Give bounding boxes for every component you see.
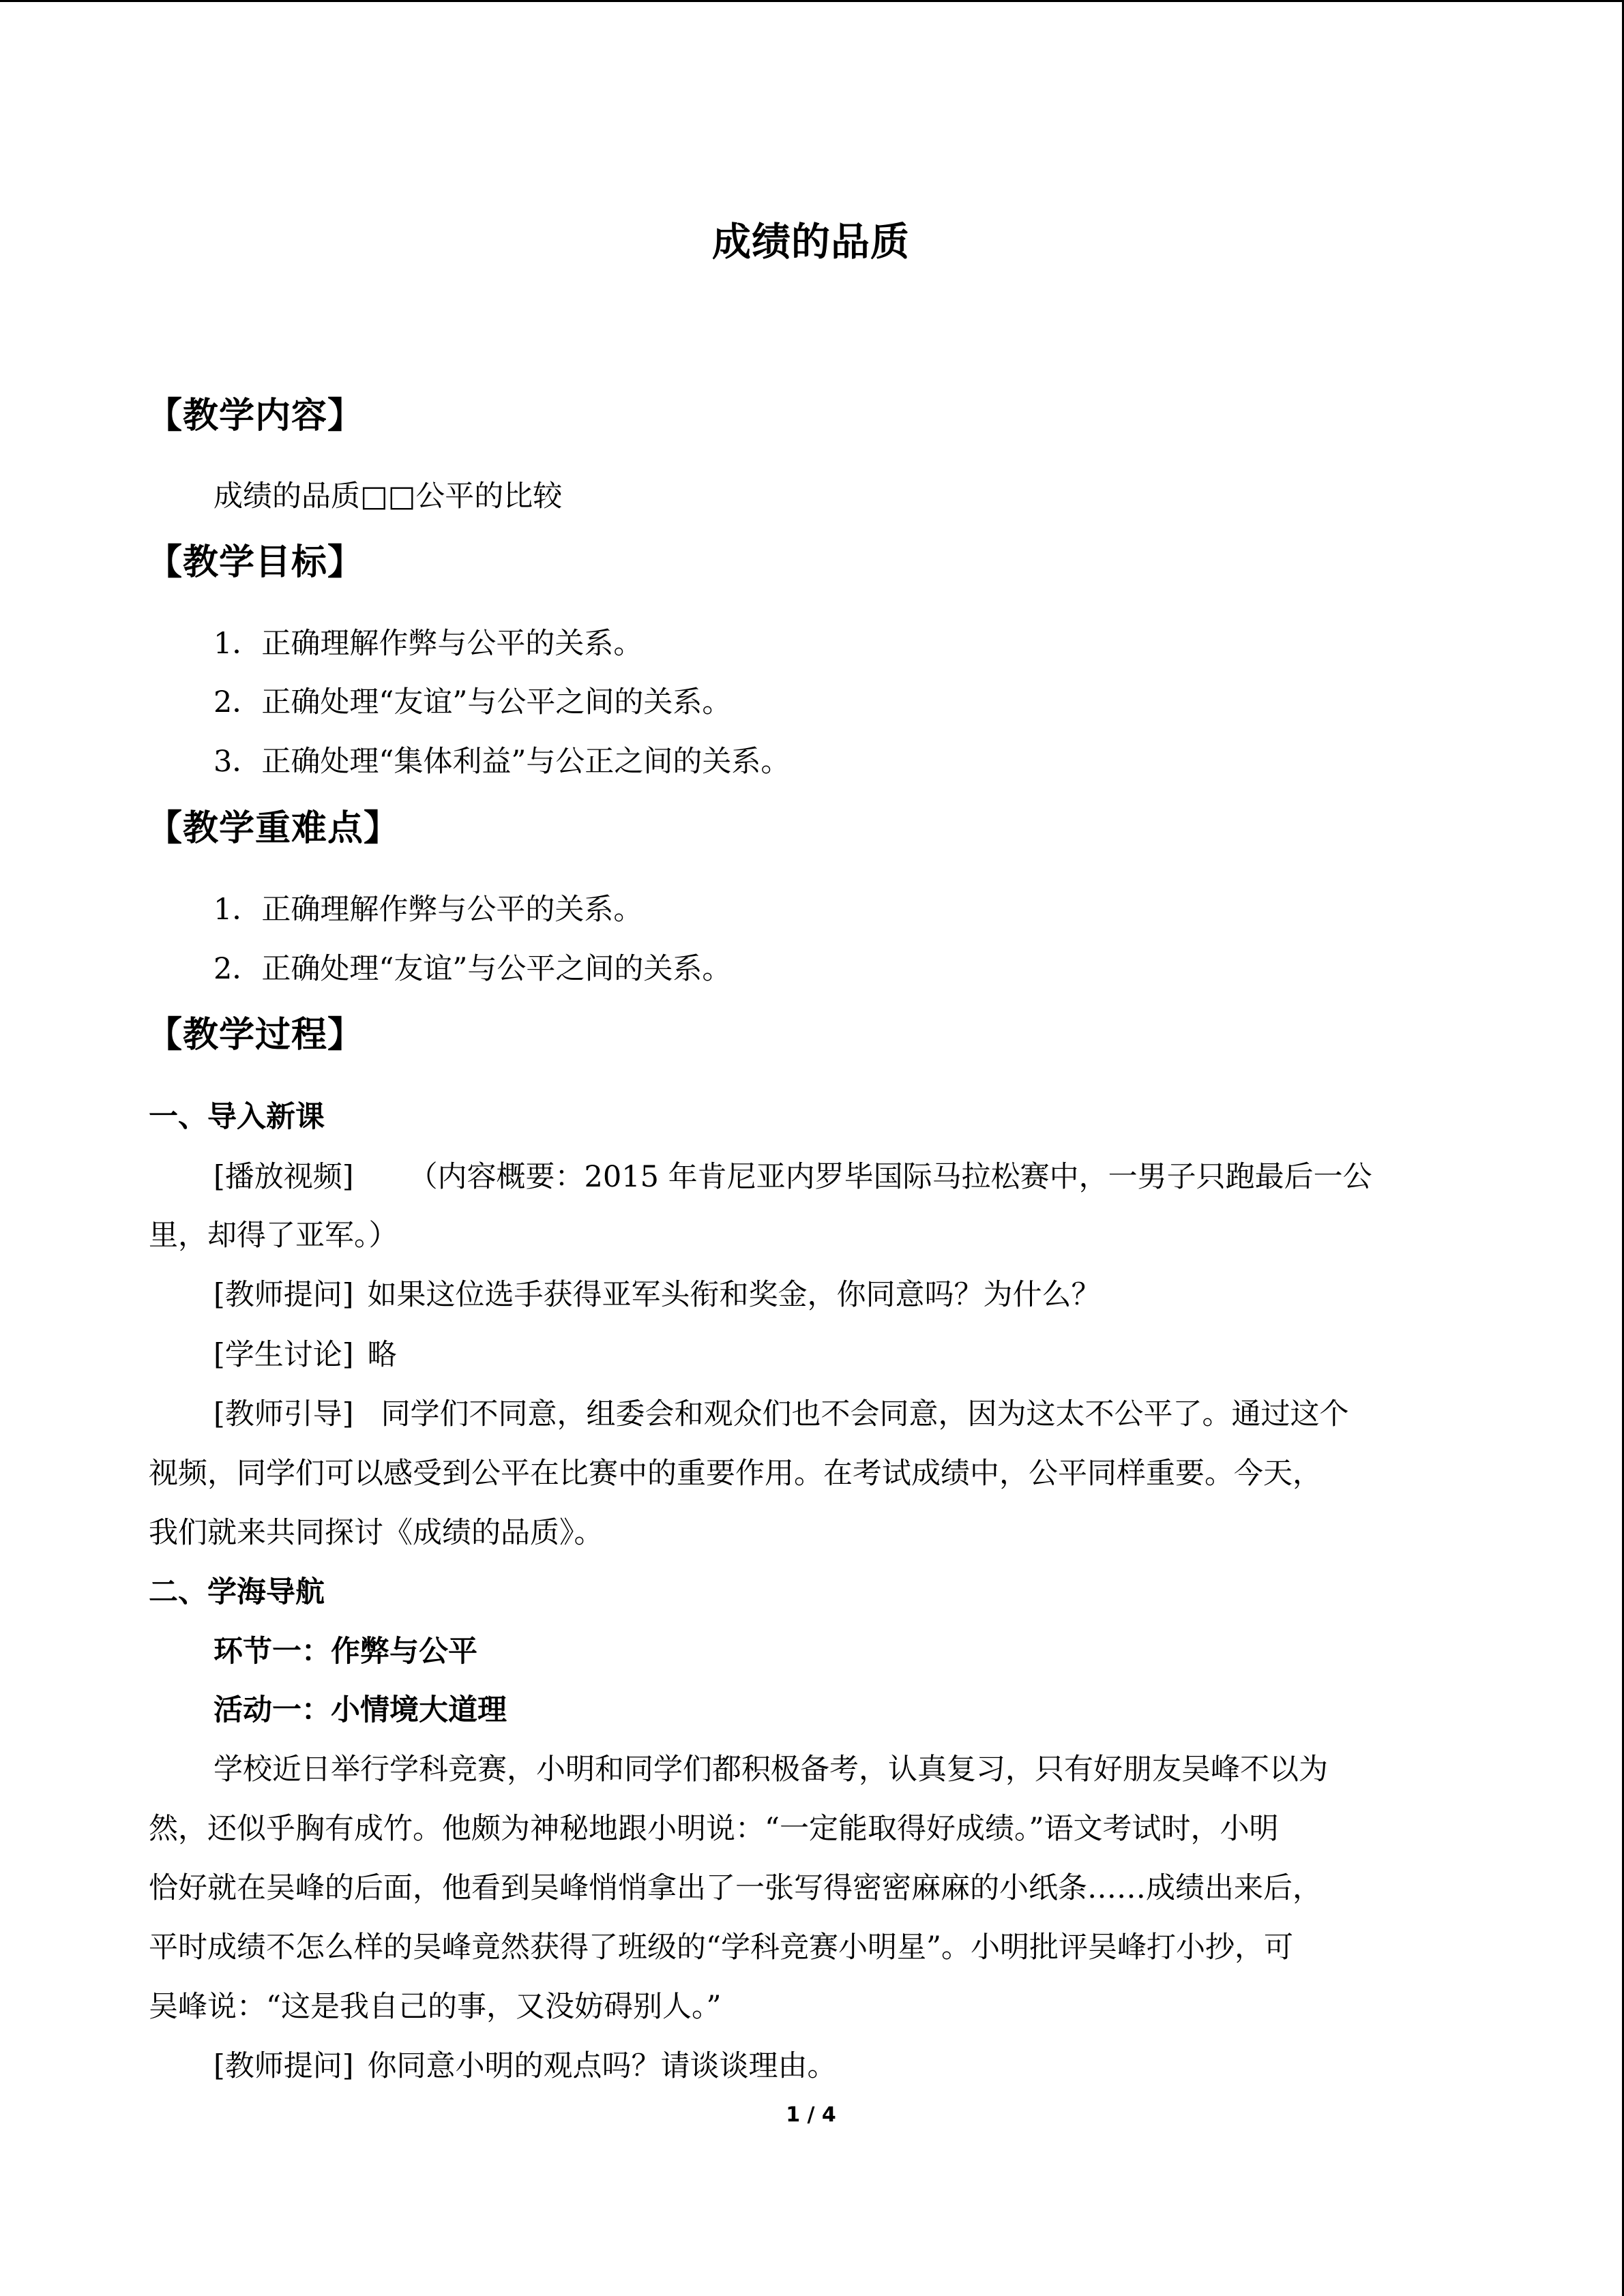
- video-paragraph-line2: 里，却得了亚军。）: [149, 1219, 398, 1253]
- teacher-guide-line3: 我们就来共同探讨《成绩的品质》。: [149, 1516, 604, 1550]
- goal-item: 1．正确理解作弊与公平的关系。: [213, 627, 643, 661]
- teacher-guide-line2: 视频，同学们可以感受到公平在比赛中的重要作用。在考试成绩中，公平同样重要。今天，: [149, 1457, 1322, 1491]
- heading-teaching-goals: 【教学目标】: [147, 542, 364, 583]
- page-indicator: 1 / 4: [786, 2103, 836, 2127]
- heading-teaching-content: 【教学内容】: [147, 396, 364, 436]
- activity1-heading: 活动一：小情境大道理: [213, 1693, 507, 1727]
- teaching-content-text: 成绩的品质□□公平的比较: [213, 479, 563, 513]
- student-discussion-tag: [学生讨论]: [213, 1338, 354, 1372]
- step1-heading: 环节一：作弊与公平: [213, 1635, 477, 1669]
- video-tag: [播放视频]: [213, 1160, 354, 1194]
- keypoint-item: 2．正确处理“友谊”与公平之间的关系。: [213, 952, 732, 986]
- part1-heading: 一、导入新课: [149, 1100, 325, 1134]
- document-title: 成绩的品质: [712, 220, 910, 265]
- teacher-question2-tag: [教师提问]: [213, 2049, 354, 2083]
- story-line: 恰好就在吴峰的后面，他看到吴峰悄悄拿出了一张写得密密麻麻的小纸条……成绩出来后，: [149, 1871, 1322, 1905]
- story-line: 吴峰说：“这是我自己的事，又没妨碍别人。”: [149, 1990, 722, 2024]
- teacher-guide-line1: [213, 1393, 1349, 1435]
- video-summary-text: （内容概要：2015 年肯尼亚内罗毕国际马拉松赛中，一男子只跑最后一公: [408, 1160, 1372, 1194]
- teacher-guide-text: 同学们不同意，组委会和观众们也不会同意，因为这太不公平了。通过这个: [381, 1397, 1349, 1431]
- teacher-question2-text: 你同意小明的观点吗？请谈谈理由。: [367, 2049, 837, 2083]
- student-discussion-text: 略: [367, 1338, 397, 1372]
- goal-item: 2．正确处理“友谊”与公平之间的关系。: [213, 685, 732, 719]
- keypoint-item: 1．正确理解作弊与公平的关系。: [213, 893, 643, 927]
- goal-item: 3．正确处理“集体利益”与公正之间的关系。: [213, 745, 791, 779]
- teacher-question-paragraph: [213, 1274, 1101, 1316]
- video-paragraph-line1: [213, 1156, 1372, 1198]
- story-line: 然，还似乎胸有成竹。他颇为神秘地跟小明说：“一定能取得好成绩。”语文考试时，小明: [149, 1812, 1279, 1846]
- teacher-question-text: 如果这位选手获得亚军头衔和奖金，你同意吗？为什么？: [367, 1278, 1101, 1312]
- heading-key-points: 【教学重难点】: [147, 808, 400, 849]
- part2-heading: 二、学海导航: [149, 1575, 325, 1609]
- heading-teaching-process: 【教学过程】: [147, 1015, 364, 1056]
- teacher-question2-paragraph: [213, 2045, 837, 2087]
- student-discussion-paragraph: [213, 1334, 397, 1376]
- story-line: 平时成绩不怎么样的吴峰竟然获得了班级的“学科竞赛小明星”。小明批评吴峰打小抄，可: [149, 1930, 1293, 1965]
- story-line: 学校近日举行学科竞赛，小明和同学们都积极备考，认真复习，只有好朋友吴峰不以为: [213, 1753, 1328, 1787]
- teacher-question-tag: [教师提问]: [213, 1278, 354, 1312]
- teacher-guide-tag: [教师引导]: [213, 1397, 354, 1431]
